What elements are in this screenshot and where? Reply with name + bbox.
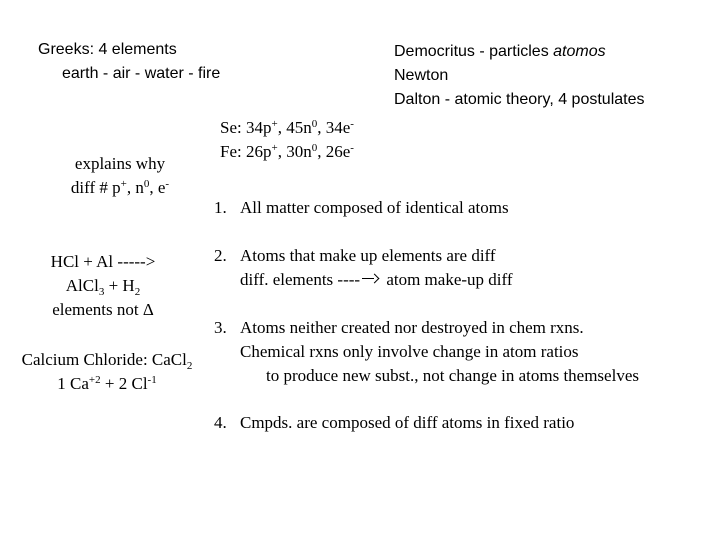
reaction-line2: AlCl$_3$ + $H_2$	[65, 276, 141, 298]
newton-line: Newton	[394, 67, 449, 84]
postulate-3	[214, 316, 639, 388]
calcium-block	[2, 348, 212, 396]
postulate-text: Cmpds. are composed of diff atoms in fixed ratio	[240, 413, 575, 432]
explains-block	[54, 152, 186, 200]
democritus-line	[394, 40, 645, 64]
calcium-line1: Calcium Chloride: CaCl$_2$	[21, 350, 193, 372]
greeks-title: Greeks: 4 elements	[38, 41, 177, 58]
greeks-elements: earth - air - water - fire	[62, 65, 221, 82]
dalton-line: Dalton - atomic theory, 4 postulates	[394, 91, 645, 108]
fe-line: Fe: 26p+, $30n^0$, 26e-	[220, 142, 354, 161]
se-line: Se: 34p+, $45n^0$, 34e-	[220, 118, 354, 137]
democritus-text: Democritus - particles	[394, 43, 554, 60]
calcium-line2: 1 $Ca^{+2} + 2$ $Cl^{-1}$	[57, 374, 157, 393]
explains-line1: explains why	[74, 154, 166, 173]
postulate-text: Atoms that make up elements are diff	[240, 246, 496, 265]
reaction-line3: elements not Δ	[52, 300, 154, 319]
postulate-text: Atoms neither created nor destroyed in chem rxns.	[240, 318, 584, 337]
postulate-1	[214, 196, 509, 220]
postulate-number: 3.	[214, 318, 227, 337]
postulate-number: 4.	[214, 413, 227, 432]
postulate-4	[214, 411, 574, 435]
greeks-block	[38, 38, 220, 86]
atomos-term: atomos	[553, 43, 606, 60]
postulate-number: 2.	[214, 246, 227, 265]
postulate-number: 1.	[214, 198, 227, 217]
right-arrow-icon	[362, 274, 378, 284]
postulate-text: to produce new subst., not change in atoms themselves	[266, 366, 639, 385]
democritus-block	[394, 40, 645, 112]
isotopes-block	[220, 116, 354, 164]
postulate-2-arrow-line: diff. elements ---- atom make-up diff	[240, 270, 513, 289]
explains-line2: diff # p+, $n^0$, e-	[70, 178, 170, 197]
postulate-text: All matter composed of identical atoms	[240, 198, 509, 217]
postulate-2	[214, 244, 513, 292]
reaction-block	[28, 250, 178, 322]
reaction-line1: HCl + Al ----->	[50, 252, 156, 271]
postulate-text: Chemical rxns only involve change in atom ratios	[240, 342, 579, 361]
